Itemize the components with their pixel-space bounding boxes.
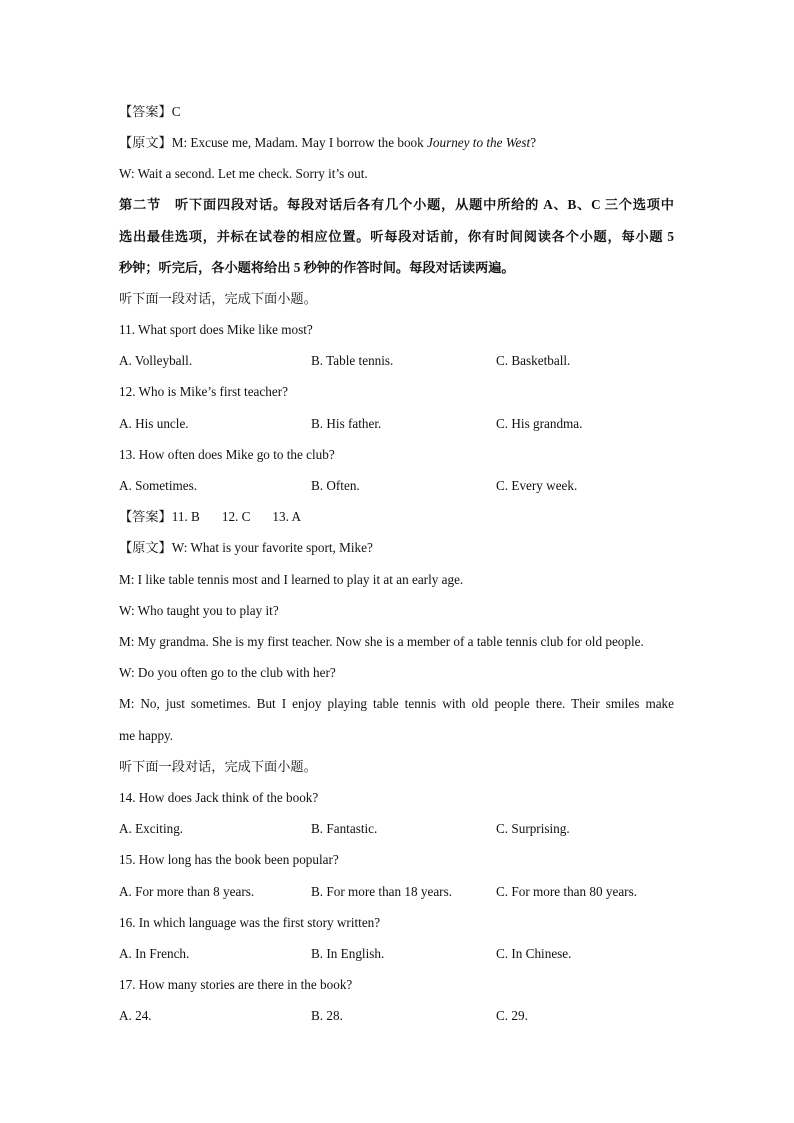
transcript-text: ? (530, 135, 537, 150)
transcript-line: M: I like table tennis most and I learned to play it at an early age. (119, 572, 464, 587)
option-a: A. Exciting. (119, 821, 184, 836)
question: 11. What sport does Mike like most? (119, 322, 313, 337)
option-c: C. 29. (496, 1008, 528, 1023)
transcript-line: W: Who taught you to play it? (119, 603, 279, 618)
transcript-line: M: No, just sometimes. But I enjoy playing table tennis with old people there. Their smiles make (119, 696, 674, 711)
section-instruction: 选出最佳选项，并标在试卷的相应位置。听每段对话前，你有时间阅读各个小题，每小题 5 (119, 229, 674, 244)
section-instruction: 秒钟；听完后，各小题将给出 5 秒钟的作答时间。每段对话读两遍。 (119, 260, 515, 275)
option-a: A. His uncle. (119, 416, 189, 431)
dialog-intro: 听下面一段对话，完成下面小题。 (119, 291, 317, 306)
transcript-line: 【原文】W: What is your favorite sport, Mike? (119, 540, 373, 555)
option-c: C. His grandma. (496, 416, 583, 431)
option-b: B. Fantastic. (311, 821, 378, 836)
option-b: B. His father. (311, 416, 382, 431)
option-a: A. Sometimes. (119, 478, 198, 493)
question: 14. How does Jack think of the book? (119, 790, 319, 805)
dialog-intro: 听下面一段对话，完成下面小题。 (119, 759, 317, 774)
section-instruction: 第二节 听下面四段对话。每段对话后各有几个小题，从题中所给的 A、B、C 三个选项中 (119, 197, 674, 212)
transcript-text: 【原文】M: Excuse me, Madam. May I borrow the book (119, 135, 428, 150)
option-b: B. For more than 18 years. (311, 884, 453, 899)
option-c: C. For more than 80 years. (496, 884, 638, 899)
answer-line: 【答案】C (119, 104, 181, 119)
option-b: B. In English. (311, 946, 385, 961)
transcript-line: M: My grandma. She is my first teacher. Now she is a member of a table tennis club for old people. (119, 634, 644, 649)
option-a: A. 24. (119, 1008, 152, 1023)
transcript-line (119, 135, 679, 151)
book-title: Journey to the West (427, 135, 531, 150)
question: 13. How often does Mike go to the club? (119, 447, 335, 462)
transcript-line: W: Do you often go to the club with her? (119, 665, 336, 680)
answer-line (119, 509, 679, 525)
answer-text: 【答案】11. B (119, 509, 200, 524)
option-c: C. Surprising. (496, 821, 570, 836)
transcript-line: me happy. (119, 728, 174, 743)
question: 15. How long has the book been popular? (119, 852, 339, 867)
option-a: A. Volleyball. (119, 353, 193, 368)
question: 17. How many stories are there in the book? (119, 977, 353, 992)
option-c: C. In Chinese. (496, 946, 572, 961)
option-b: B. Table tennis. (311, 353, 394, 368)
question: 12. Who is Mike’s first teacher? (119, 384, 288, 399)
option-a: A. In French. (119, 946, 190, 961)
answer-text: 12. C (221, 509, 251, 524)
option-b: B. 28. (311, 1008, 343, 1023)
question: 16. In which language was the first story written? (119, 915, 381, 930)
option-c: C. Basketball. (496, 353, 571, 368)
option-b: B. Often. (311, 478, 360, 493)
option-c: C. Every week. (496, 478, 578, 493)
option-a: A. For more than 8 years. (119, 884, 255, 899)
transcript-line: W: Wait a second. Let me check. Sorry it’s out. (119, 166, 368, 181)
answer-text: 13. A (272, 509, 301, 524)
